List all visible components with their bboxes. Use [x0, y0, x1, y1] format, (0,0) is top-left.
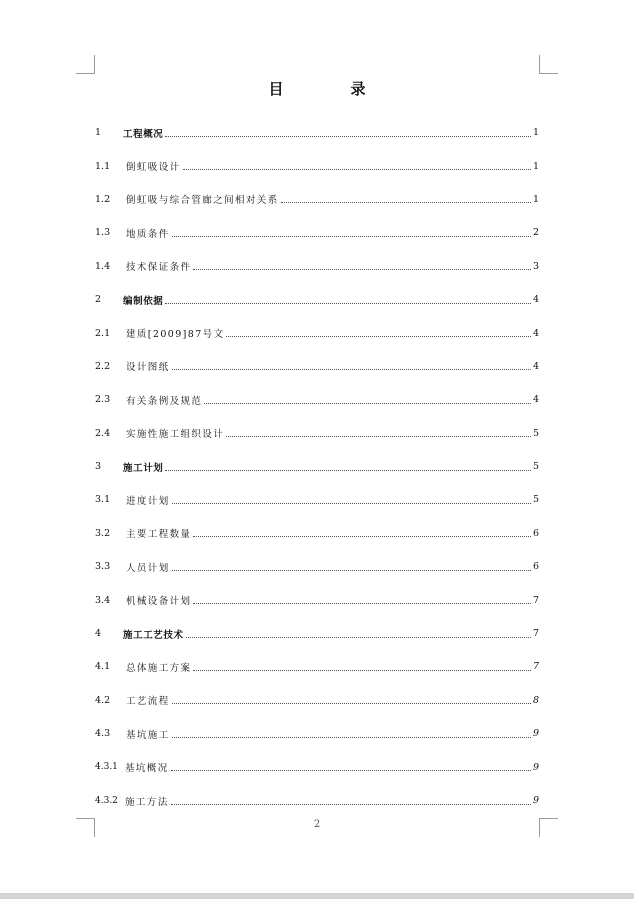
toc-entry-title: 技术保证条件 [126, 262, 192, 274]
toc-entry-page: 5 [532, 461, 539, 473]
toc-entry-number: 4.3 [95, 728, 111, 740]
toc-entry-page: 3 [532, 260, 539, 272]
toc-entry-title: 施工计划 [123, 462, 164, 474]
toc-entry-page: 6 [532, 527, 539, 539]
toc-entry-title: 施工方法 [125, 796, 169, 808]
toc-entry-number: 3.3 [95, 561, 111, 573]
toc-entry-page: 4 [532, 394, 539, 406]
toc-entry-page: 2 [532, 227, 539, 239]
toc-leader-dots [172, 561, 531, 571]
toc-entry-number: 1.4 [95, 260, 111, 272]
toc-entry-title: 实施性施工组织设计 [126, 429, 225, 441]
toc-entry-page: 4 [532, 327, 539, 339]
toc-entry[interactable] [95, 650, 539, 683]
toc-entry-number: 4.3.2 [95, 795, 118, 806]
toc-entry-title: 进度计划 [126, 495, 170, 507]
toc-leader-dots [172, 728, 531, 738]
page-number: 2 [313, 819, 321, 830]
toc-entry[interactable] [95, 316, 539, 349]
toc-entry-title: 人员计划 [126, 562, 170, 574]
toc-entry-number: 1.3 [95, 227, 111, 239]
toc-entry-page: 9 [532, 761, 539, 773]
toc-entry-title: 工艺流程 [126, 696, 170, 708]
toc-entry-page: 7 [532, 628, 539, 640]
toc-entry-page: 6 [532, 561, 539, 573]
toc-entry[interactable] [95, 116, 539, 149]
toc-entry-page: 5 [532, 494, 539, 506]
toc-entry[interactable] [95, 450, 539, 483]
toc-leader-dots [204, 394, 531, 404]
toc-entry[interactable] [95, 417, 539, 450]
toc-entry-number: 4.2 [95, 694, 111, 706]
toc-entry-title: 总体施工方案 [126, 662, 192, 674]
toc-entry-number: 1.2 [95, 193, 111, 205]
toc-entry-title: 设计图纸 [126, 362, 170, 374]
toc-entry[interactable] [95, 383, 539, 416]
toc-leader-dots [186, 628, 531, 638]
toc-entry[interactable] [95, 216, 539, 249]
toc-entry-title: 编制依据 [123, 295, 164, 307]
toc-entry-number: 2.4 [95, 427, 111, 439]
toc-entry-number: 4 [95, 628, 102, 640]
table-of-contents [95, 116, 539, 817]
toc-leader-dots [172, 494, 531, 504]
toc-entry[interactable] [95, 483, 539, 516]
toc-entry-number: 3.4 [95, 594, 111, 606]
toc-entry[interactable] [95, 583, 539, 616]
toc-leader-dots [165, 127, 531, 137]
toc-entry-page: 1 [532, 193, 539, 205]
toc-entry-title: 倒虹吸设计 [126, 162, 181, 174]
toc-title: 目 录 [268, 80, 392, 98]
toc-entry-page: 1 [532, 160, 539, 172]
toc-entry-page: 7 [532, 594, 539, 606]
toc-entry[interactable] [95, 550, 539, 583]
toc-entry-title: 主要工程数量 [126, 529, 192, 541]
toc-entry[interactable] [95, 617, 539, 650]
toc-entry-page: 1 [532, 127, 539, 139]
toc-entry[interactable] [95, 684, 539, 717]
toc-leader-dots [172, 694, 531, 704]
toc-entry[interactable] [95, 250, 539, 283]
toc-entry[interactable] [95, 784, 539, 817]
toc-leader-dots [281, 193, 531, 203]
toc-entry-title: 施工工艺技术 [123, 629, 184, 641]
toc-entry-title: 地质条件 [126, 228, 170, 240]
toc-entry[interactable] [95, 283, 539, 316]
toc-leader-dots [171, 795, 531, 805]
toc-entry-page: 4 [532, 360, 539, 372]
toc-leader-dots [172, 360, 531, 370]
toc-entry[interactable] [95, 750, 539, 783]
toc-entry[interactable] [95, 517, 539, 550]
toc-entry[interactable] [95, 717, 539, 750]
toc-leader-dots [193, 661, 531, 671]
toc-entry-number: 4.1 [95, 661, 111, 673]
toc-entry-title: 工程概况 [123, 128, 164, 140]
toc-entry-number: 3 [95, 461, 102, 473]
toc-entry-number: 3.1 [95, 494, 111, 506]
viewer-bottom-bar [0, 893, 634, 899]
toc-leader-dots [226, 427, 531, 437]
toc-leader-dots [183, 160, 531, 170]
toc-entry-number: 1 [95, 127, 102, 139]
crop-mark-top-right [539, 55, 558, 74]
toc-entry-page: 9 [532, 728, 539, 740]
toc-entry[interactable] [95, 350, 539, 383]
toc-entry-number: 2.1 [95, 327, 111, 339]
toc-leader-dots [193, 594, 531, 604]
toc-leader-dots [165, 461, 531, 471]
toc-entry-title: 建质[2009]87号文 [126, 329, 225, 341]
toc-leader-dots [165, 294, 531, 304]
toc-entry-title: 机械设备计划 [126, 596, 192, 608]
toc-leader-dots [172, 227, 531, 237]
toc-leader-dots [193, 260, 531, 270]
toc-entry-title: 基坑概况 [125, 763, 169, 775]
toc-entry-page: 8 [532, 694, 539, 706]
toc-entry-number: 2.3 [95, 394, 111, 406]
toc-entry-page: 4 [532, 294, 539, 306]
toc-entry-page: 5 [532, 427, 539, 439]
toc-entry-number: 4.3.1 [95, 762, 118, 773]
toc-entry[interactable] [95, 149, 539, 182]
toc-entry-title: 倒虹吸与综合管廊之间相对关系 [126, 195, 279, 207]
toc-entry-page: 9 [532, 795, 539, 806]
toc-leader-dots [193, 527, 531, 537]
toc-leader-dots [226, 327, 530, 337]
crop-mark-top-left [76, 55, 95, 74]
toc-entry-title: 有关条例及规范 [126, 395, 203, 407]
toc-entry-number: 2 [95, 294, 102, 306]
toc-entry-number: 2.2 [95, 360, 111, 372]
toc-entry[interactable] [95, 183, 539, 216]
toc-entry-number: 1.1 [95, 160, 111, 172]
toc-entry-number: 3.2 [95, 527, 111, 539]
toc-entry-page: 7 [532, 661, 539, 673]
toc-entry-title: 基坑施工 [126, 729, 170, 741]
toc-leader-dots [171, 761, 531, 771]
